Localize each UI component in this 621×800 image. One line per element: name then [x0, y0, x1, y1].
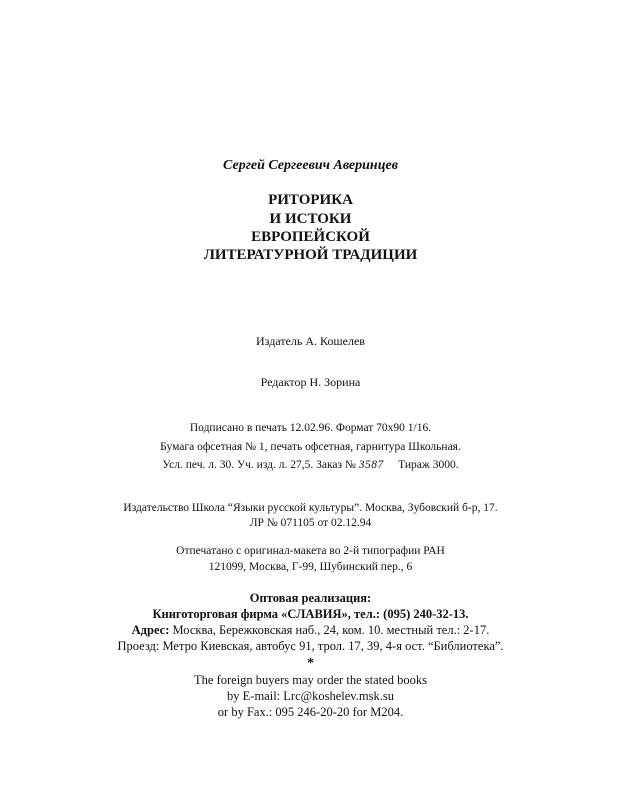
- author-name: Сергей Сергеевич Аверинцев: [223, 158, 398, 173]
- editor-line: Редактор Н. Зорина: [260, 375, 361, 389]
- book-title-line-3: ЕВРОПЕЙСКОЙ: [251, 229, 370, 245]
- wholesale-address: [0, 624, 621, 637]
- address-label: Адрес:: [131, 623, 170, 637]
- imprint-line-1: Подписано в печать 12.02.96. Формат 70х90 1/16.: [189, 422, 432, 434]
- section-separator: *: [307, 656, 314, 671]
- imprint-line-2: Бумага офсетная № 1, печать офсетная, гарнитура Школьная.: [160, 441, 461, 453]
- print-run: Тираж 3000.: [398, 459, 459, 471]
- publishing-house-line-1: Издательство Школа “Языки русской культуры”. Москва, Зубовский б-р, 17.: [123, 502, 498, 514]
- foreign-buyers-email: by E-mail: Lrc@koshelev.msk.su: [227, 689, 394, 703]
- order-number: 3587: [358, 459, 384, 471]
- book-title-line-1: РИТОРИКА: [268, 192, 353, 208]
- publishing-house-license: ЛР № 071105 от 02.12.94: [249, 517, 372, 529]
- address-text: Москва, Бережковская наб., 24, ком. 10. местный тел.: 2-17.: [169, 623, 490, 637]
- wholesale-directions: Проезд: Метро Киевская, автобус 91, трол. 17, 39, 4-я ост. “Библиотека”.: [117, 639, 504, 653]
- book-title-line-2: И ИСТОКИ: [269, 211, 352, 227]
- publisher-line: Издатель А. Кошелев: [256, 334, 365, 348]
- foreign-buyers-fax: or by Fax.: 095 246-20-20 for M204.: [217, 705, 404, 719]
- imprint-line-3-prefix: Усл. печ. л. 30. Уч. изд. л. 27,5. Заказ №: [162, 459, 356, 471]
- wholesale-heading: Оптовая реализация:: [249, 591, 372, 605]
- book-title-line-4: ЛИТЕРАТУРНОЙ ТРАДИЦИИ: [203, 247, 418, 263]
- foreign-buyers-line-1: The foreign buyers may order the stated books: [194, 673, 427, 687]
- printer-address: 121099, Москва, Г-99, Шубинский пер., 6: [208, 561, 413, 573]
- wholesale-firm: Книготорговая фирма «СЛАВИЯ», тел.: (095) 240-32-13.: [152, 607, 469, 621]
- imprint-line-3: [0, 460, 621, 472]
- printer-line-1: Отпечатано с оригинал-макета во 2-й типографии РАН: [176, 545, 445, 557]
